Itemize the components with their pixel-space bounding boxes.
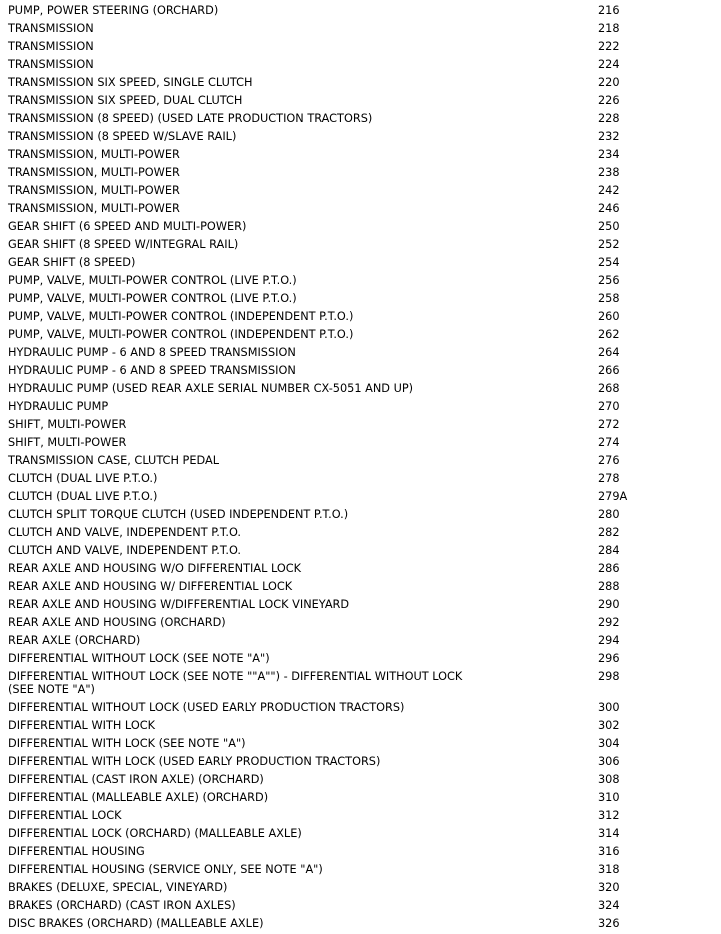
part-description: DIFFERENTIAL LOCK (ORCHARD) (MALLEABLE AXLE) xyxy=(8,827,302,840)
list-item xyxy=(0,844,721,862)
page-number: 268 xyxy=(598,382,620,395)
list-item xyxy=(0,453,721,471)
page-number: 290 xyxy=(598,598,620,611)
list-item xyxy=(0,615,721,633)
page-number: 220 xyxy=(598,76,620,89)
list-item xyxy=(0,790,721,808)
part-description: GEAR SHIFT (6 SPEED AND MULTI-POWER) xyxy=(8,220,247,233)
page-number: 272 xyxy=(598,418,620,431)
part-description: REAR AXLE AND HOUSING W/ DIFFERENTIAL LOCK xyxy=(8,580,293,593)
part-description: DIFFERENTIAL WITH LOCK (USED EARLY PRODUCTION TRACTORS) xyxy=(8,755,381,768)
page-number: 234 xyxy=(598,148,620,161)
part-description: TRANSMISSION, MULTI-POWER xyxy=(8,166,180,179)
list-item xyxy=(0,880,721,898)
page-number: 252 xyxy=(598,238,620,251)
list-item xyxy=(0,273,721,291)
list-item xyxy=(0,489,721,507)
page-number: 314 xyxy=(598,827,620,840)
page-number: 298 xyxy=(598,670,620,683)
part-description: PUMP, POWER STEERING (ORCHARD) xyxy=(8,4,219,17)
part-description: BRAKES (ORCHARD) (CAST IRON AXLES) xyxy=(8,899,236,912)
list-item xyxy=(0,363,721,381)
part-description: BRAKES (DELUXE, SPECIAL, VINEYARD) xyxy=(8,881,228,894)
page-number: 302 xyxy=(598,719,620,732)
list-item xyxy=(0,754,721,772)
part-description: TRANSMISSION, MULTI-POWER xyxy=(8,184,180,197)
part-description: PUMP, VALVE, MULTI-POWER CONTROL (LIVE P.T.O.) xyxy=(8,274,297,287)
list-item xyxy=(0,718,721,736)
list-item xyxy=(0,399,721,417)
part-description: DIFFERENTIAL LOCK xyxy=(8,809,122,822)
list-item xyxy=(0,543,721,561)
page-number: 280 xyxy=(598,508,620,521)
part-description: GEAR SHIFT (8 SPEED) xyxy=(8,256,136,269)
part-description: REAR AXLE AND HOUSING W/DIFFERENTIAL LOCK VINEYARD xyxy=(8,598,350,611)
part-description: DIFFERENTIAL (CAST IRON AXLE) (ORCHARD) xyxy=(8,773,264,786)
part-description: TRANSMISSION SIX SPEED, DUAL CLUTCH xyxy=(8,94,243,107)
page-number: 316 xyxy=(598,845,620,858)
list-item xyxy=(0,219,721,237)
list-item xyxy=(0,916,721,934)
page-number: 306 xyxy=(598,755,620,768)
part-description: TRANSMISSION (8 SPEED W/SLAVE RAIL) xyxy=(8,130,237,143)
list-item xyxy=(0,345,721,363)
page-number: 282 xyxy=(598,526,620,539)
list-item xyxy=(0,165,721,183)
list-item xyxy=(0,898,721,916)
page-number: 292 xyxy=(598,616,620,629)
page-number: 284 xyxy=(598,544,620,557)
page-number: 320 xyxy=(598,881,620,894)
list-item xyxy=(0,237,721,255)
part-description: TRANSMISSION, MULTI-POWER xyxy=(8,148,180,161)
list-item xyxy=(0,39,721,57)
list-item xyxy=(0,417,721,435)
list-item xyxy=(0,147,721,165)
list-item xyxy=(0,255,721,273)
list-item xyxy=(0,651,721,669)
list-item xyxy=(0,327,721,345)
page-number: 294 xyxy=(598,634,620,647)
list-item xyxy=(0,772,721,790)
part-description: PUMP, VALVE, MULTI-POWER CONTROL (INDEPENDENT P.T.O.) xyxy=(8,328,354,341)
list-item xyxy=(0,21,721,39)
page-number: 246 xyxy=(598,202,620,215)
page-number: 232 xyxy=(598,130,620,143)
page-number: 228 xyxy=(598,112,620,125)
list-item xyxy=(0,700,721,718)
list-item xyxy=(0,579,721,597)
list-item xyxy=(0,201,721,219)
list-item xyxy=(0,525,721,543)
list-item xyxy=(0,381,721,399)
part-description: REAR AXLE AND HOUSING (ORCHARD) xyxy=(8,616,226,629)
list-item xyxy=(0,669,721,700)
list-item xyxy=(0,826,721,844)
part-description: CLUTCH (DUAL LIVE P.T.O.) xyxy=(8,472,158,485)
part-description: CLUTCH (DUAL LIVE P.T.O.) xyxy=(8,490,158,503)
page-number: 250 xyxy=(598,220,620,233)
part-description: DIFFERENTIAL HOUSING (SERVICE ONLY, SEE NOTE "A") xyxy=(8,863,323,876)
part-description: REAR AXLE AND HOUSING W/O DIFFERENTIAL LOCK xyxy=(8,562,302,575)
page-number: 300 xyxy=(598,701,620,714)
part-description: HYDRAULIC PUMP - 6 AND 8 SPEED TRANSMISSION xyxy=(8,346,296,359)
part-description: DIFFERENTIAL WITH LOCK (SEE NOTE "A") xyxy=(8,737,246,750)
page-number: 224 xyxy=(598,58,620,71)
list-item xyxy=(0,808,721,826)
page-number: 258 xyxy=(598,292,620,305)
list-item xyxy=(0,471,721,489)
part-description: CLUTCH SPLIT TORQUE CLUTCH (USED INDEPENDENT P.T.O.) xyxy=(8,508,349,521)
list-item xyxy=(0,291,721,309)
list-item xyxy=(0,435,721,453)
page-number: 288 xyxy=(598,580,620,593)
page-number: 222 xyxy=(598,40,620,53)
page-number: 326 xyxy=(598,917,620,930)
list-item xyxy=(0,93,721,111)
part-description: DIFFERENTIAL HOUSING xyxy=(8,845,145,858)
part-description: DIFFERENTIAL WITHOUT LOCK (SEE NOTE ""A"") - DIFFERENTIAL WITHOUT LOCK (SEE NOTE "A") xyxy=(8,670,463,696)
page-number: 260 xyxy=(598,310,620,323)
page-number: 270 xyxy=(598,400,620,413)
list-item xyxy=(0,75,721,93)
part-description: DIFFERENTIAL WITH LOCK xyxy=(8,719,156,732)
part-description: TRANSMISSION (8 SPEED) (USED LATE PRODUCTION TRACTORS) xyxy=(8,112,373,125)
part-description: TRANSMISSION CASE, CLUTCH PEDAL xyxy=(8,454,220,467)
page-number: 324 xyxy=(598,899,620,912)
part-description: DIFFERENTIAL WITHOUT LOCK (USED EARLY PRODUCTION TRACTORS) xyxy=(8,701,405,714)
page-number: 238 xyxy=(598,166,620,179)
list-item xyxy=(0,129,721,147)
page-number: 264 xyxy=(598,346,620,359)
part-description: HYDRAULIC PUMP - 6 AND 8 SPEED TRANSMISSION xyxy=(8,364,296,377)
page-number: 218 xyxy=(598,22,620,35)
page-number: 262 xyxy=(598,328,620,341)
list-item xyxy=(0,507,721,525)
part-description: REAR AXLE (ORCHARD) xyxy=(8,634,141,647)
page-number: 242 xyxy=(598,184,620,197)
part-description: SHIFT, MULTI-POWER xyxy=(8,436,127,449)
part-description: TRANSMISSION xyxy=(8,22,94,35)
page-number: 266 xyxy=(598,364,620,377)
part-description: DISC BRAKES (ORCHARD) (MALLEABLE AXLE) xyxy=(8,917,264,930)
page-number: 274 xyxy=(598,436,620,449)
part-description: TRANSMISSION SIX SPEED, SINGLE CLUTCH xyxy=(8,76,253,89)
part-description: HYDRAULIC PUMP xyxy=(8,400,109,413)
page-number: 254 xyxy=(598,256,620,269)
part-description: TRANSMISSION xyxy=(8,40,94,53)
page-number: 276 xyxy=(598,454,620,467)
page-number: 304 xyxy=(598,737,620,750)
page-number: 286 xyxy=(598,562,620,575)
part-description: DIFFERENTIAL (MALLEABLE AXLE) (ORCHARD) xyxy=(8,791,269,804)
page-number: 308 xyxy=(598,773,620,786)
part-description: GEAR SHIFT (8 SPEED W/INTEGRAL RAIL) xyxy=(8,238,239,251)
part-description: TRANSMISSION, MULTI-POWER xyxy=(8,202,180,215)
page-number: 312 xyxy=(598,809,620,822)
list-item xyxy=(0,57,721,75)
part-description: DIFFERENTIAL WITHOUT LOCK (SEE NOTE "A") xyxy=(8,652,270,665)
list-item xyxy=(0,183,721,201)
part-description: SHIFT, MULTI-POWER xyxy=(8,418,127,431)
list-item xyxy=(0,111,721,129)
part-description: CLUTCH AND VALVE, INDEPENDENT P.T.O. xyxy=(8,544,242,557)
page-number: 226 xyxy=(598,94,620,107)
page-number: 278 xyxy=(598,472,620,485)
page-number: 256 xyxy=(598,274,620,287)
part-description: PUMP, VALVE, MULTI-POWER CONTROL (INDEPENDENT P.T.O.) xyxy=(8,310,354,323)
page-number: 318 xyxy=(598,863,620,876)
page-number: 216 xyxy=(598,4,620,17)
part-description: HYDRAULIC PUMP (USED REAR AXLE SERIAL NUMBER CX-5051 AND UP) xyxy=(8,382,414,395)
part-description: CLUTCH AND VALVE, INDEPENDENT P.T.O. xyxy=(8,526,242,539)
list-item xyxy=(0,862,721,880)
part-description: PUMP, VALVE, MULTI-POWER CONTROL (LIVE P.T.O.) xyxy=(8,292,297,305)
list-item xyxy=(0,736,721,754)
list-item xyxy=(0,561,721,579)
list-item xyxy=(0,3,721,21)
page-number: 279A xyxy=(598,490,628,503)
page-number: 296 xyxy=(598,652,620,665)
page-number: 310 xyxy=(598,791,620,804)
part-description: TRANSMISSION xyxy=(8,58,94,71)
list-item xyxy=(0,597,721,615)
list-item xyxy=(0,309,721,327)
list-item xyxy=(0,633,721,651)
